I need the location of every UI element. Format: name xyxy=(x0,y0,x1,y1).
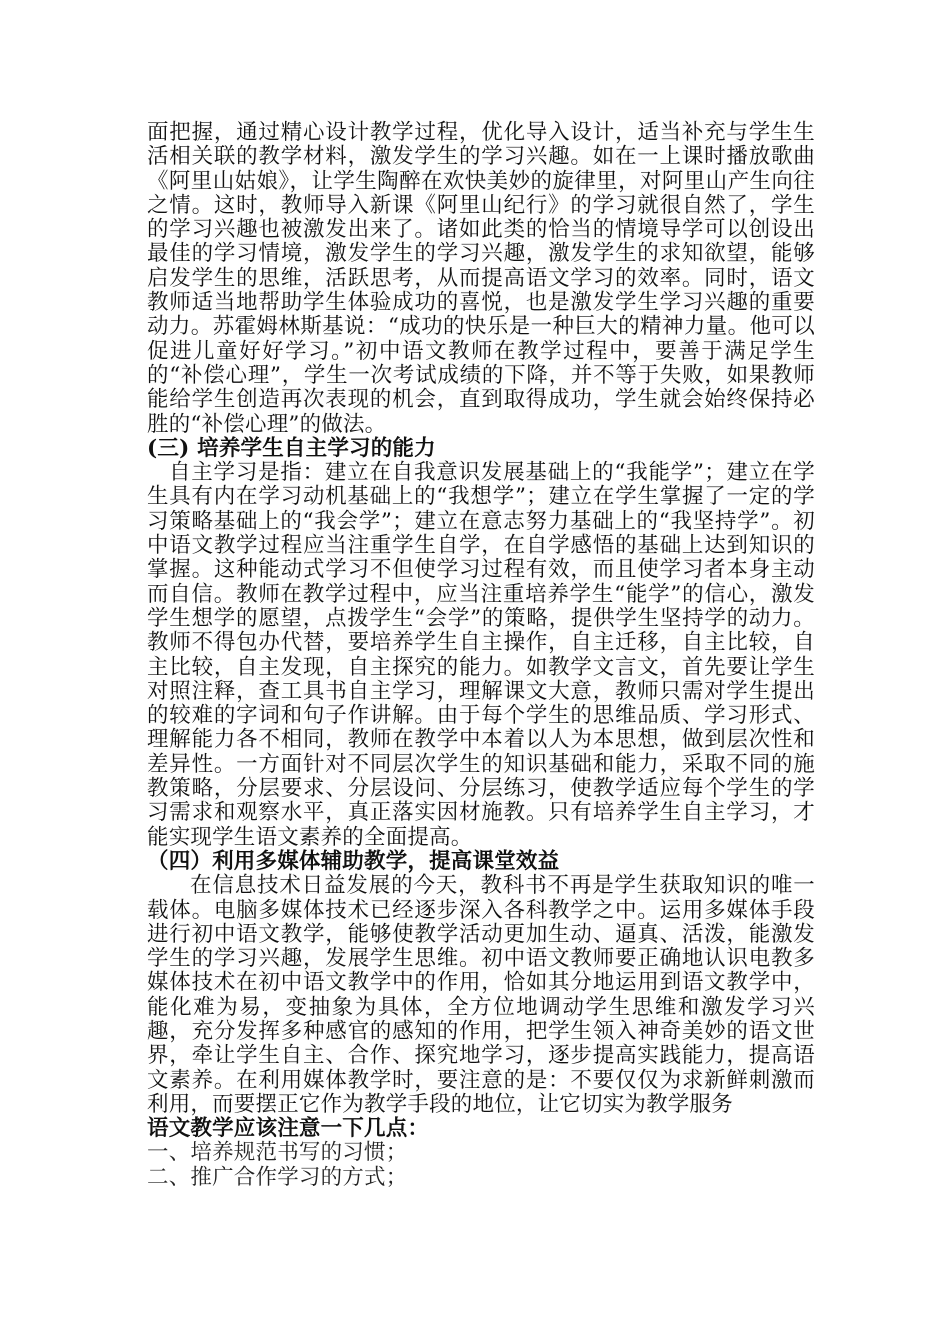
section-heading-notes: 语文教学应该注意一下几点： xyxy=(147,1116,430,1142)
section-heading-3: (三) 培养学生自主学习的能力 xyxy=(147,435,436,461)
paragraph-self-learning: 自主学习是指：建立在自我意识发展基础上的“我能学”；建立在学生具有内在学习动机基础上的“我想学”；建立在学生掌握了一定的学习策略基础上的“我会学”；建立在意志努力基础上的“我坚持学”。初中语文教学过程应当注重学生自学，在自学感悟的基础上达到知识的掌握。这种能动式学习不但使学习过程有效，而且使学习者本身主动而自信。教师在教学过程中，应当注重培养学生“能学”的信心，激发学生想学的愿望，点拨学生“会学”的策略，提供学生坚持学的动力。教师不得包办代替，要培养学生自主操作，自主迁移，自主比较，自主比较，自主发现，自主探究的能力。如教学文言文，首先要让学生对照注释，查工具书自主学习，理解课文大意，教师只需对学生提出的较难的字词和句子作讲解。由于每个学生的思维品质、学习形式、理解能力各不相同，教师在教学中本着以人为本思想，做到层次性和差异性。一方面针对不同层次学生的知识基础和能力，采取不同的施教策略，分层要求、分层设问、分层练习，使教学适应每个学生的学习需求和观察水平，真正落实因材施教。只有培养学生自主学习，才能实现学生语文素养的全面提高。 xyxy=(147,460,815,850)
list-item-1: 一、培养规范书写的习惯； xyxy=(147,1140,408,1166)
list-item-2: 二、推广合作学习的方式； xyxy=(147,1164,408,1190)
document-page xyxy=(147,121,815,1190)
section-heading-4: （四）利用多媒体辅助教学，提高课堂效益 xyxy=(147,848,560,874)
paragraph-motivation: 面把握，通过精心设计教学过程，优化导入设计，适当补充与学生生活相关联的教学材料，激发学生的学习兴趣。如在一上课时播放歌曲《阿里山姑娘》，让学生陶醉在欢快美妙的旋律里，对阿里山产生向往之情。这时，教师导入新课《阿里山纪行》的学习就很自然了，学生的学习兴趣也被激发出来了。诸如此类的恰当的情境导学可以创设出最佳的学习情境，激发学生的学习兴趣，激发学生的求知欲望，能够启发学生的思维，活跃思考，从而提高语文学习的效率。同时，语文教师适当地帮助学生体验成功的喜悦，也是激发学生学习兴趣的重要动力。苏霍姆林斯基说：“成功的快乐是一种巨大的精神力量。他可以促进儿童好好学习。”初中语文教师在教学过程中，要善于满足学生的“补偿心理”，学生一次考试成绩的下降，并不等于失败，如果教师能给学生创造再次表现的机会，直到取得成功，学生就会始终保持必胜的“补偿心理”的做法。 xyxy=(147,120,815,437)
paragraph-multimedia: 在信息技术日益发展的今天，教科书不再是学生获取知识的唯一载体。电脑多媒体技术已经逐步深入各科教学之中。运用多媒体手段进行初中语文教学，能够使教学活动更加生动、逼真、活泼，能激发学生的学习兴趣，发展学生思维。初中语文教师要正确地认识电教多媒体技术在初中语文教学中的作用，恰如其分地运用到语文教学中，能化难为易，变抽象为具体，全方位地调动学生思维和激发学习兴趣，充分发挥多种感官的感知的作用，把学生领入神奇美妙的语文世界，牵让学生自主、合作、探究地学习，逐步提高实践能力，提高语文素养。在利用媒体教学时，要注意的是：不要仅仅为求新鲜刺激而利用，而要摆正它作为教学手段的地位，让它切实为教学服务 xyxy=(147,873,815,1117)
